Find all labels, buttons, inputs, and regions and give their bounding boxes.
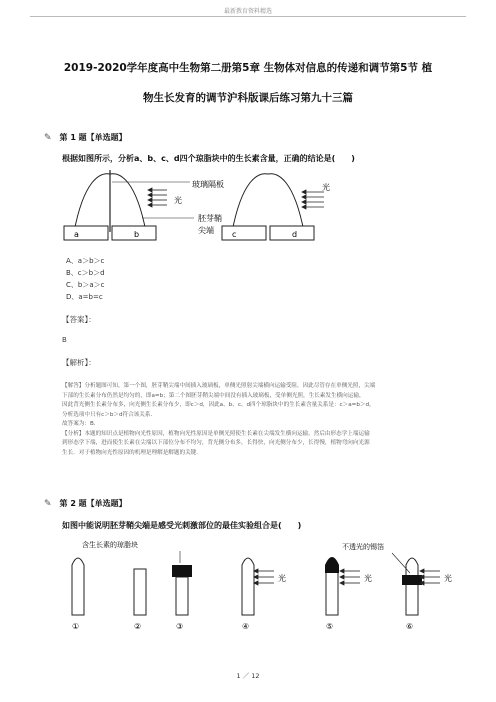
light-label-4: 光	[278, 574, 286, 583]
seedling-1	[72, 558, 84, 615]
explanation-line: 因此背光侧生长素分布多，向光侧生长素分布少，即c＞d，因此a、b、c、d四个琼脂块中的生长素含量关系是：c＞a=b＞d，	[62, 402, 375, 408]
explanation-line: 下部的生长素分布仍然是均匀的，即a=b；第二个图胚芽鞘尖端中间没有插入玻璃板，受单侧光照，生长素发生横向运输，	[62, 392, 365, 399]
block-a-label: a	[74, 230, 79, 239]
pen-icon: ✎	[44, 498, 52, 509]
q1-option-a[interactable]: A、a＞b＞c	[66, 257, 105, 265]
label-light-1: 光	[174, 196, 182, 205]
block-c	[222, 226, 266, 240]
block-a	[64, 226, 108, 240]
num-4: ④	[242, 622, 250, 631]
block-c-label: c	[232, 230, 237, 239]
block-b-label: b	[134, 230, 140, 239]
light-arrows-6	[420, 569, 440, 585]
light-label-6: 光	[444, 574, 452, 583]
seedling-4	[242, 558, 254, 615]
q2-question: 如图中能说明胚芽鞘尖端是感受光刺激部位的最佳实验组合是( )	[62, 521, 302, 530]
q1-question: 根据如图所示，分析a、b、c、d四个琼脂块中的生长素含量，正确的结论是( )	[62, 154, 355, 163]
header-divider	[30, 16, 466, 17]
opaque-cap	[325, 557, 339, 573]
label-tip-2: 尖端	[198, 226, 214, 235]
light-arrows-left	[148, 188, 167, 207]
seedling-3	[176, 577, 188, 615]
q1-heading	[44, 132, 127, 143]
explanation-line: 故答案为：B．	[62, 421, 100, 427]
num-6: ⑥	[406, 622, 414, 631]
q1-answer-label: 【答案】：	[62, 315, 96, 324]
explanation-line: 【分析】本题的知识点是植物向光性原因，植物向光性原因是单侧光照使生长素在尖端发生横向运输，然后由形态学上端运输	[62, 430, 370, 437]
q1-heading-text: 第 1 题【单选题】	[59, 133, 127, 142]
label-agar: 含生长素的琼脂块	[82, 541, 138, 549]
page-header: 最新教育资料精选	[223, 8, 272, 15]
seedling-2	[134, 569, 146, 615]
doc-title-line1: 2019-2020学年度高中生物第二册第5章 生物体对信息的传递和调节第5节 植	[63, 62, 433, 74]
num-1: ①	[72, 622, 80, 631]
num-3: ③	[176, 622, 184, 631]
q1-option-c[interactable]: C、b＞a＞c	[66, 281, 105, 289]
block-d-label: d	[292, 230, 298, 239]
explanation-line: 分析选项中只有c＞b＞d符合该关系．	[62, 411, 157, 418]
agar-block	[172, 565, 192, 577]
explanation-line: 生长．对于植物向光性原因的机理是理解是解题的关键．	[62, 449, 202, 456]
q1-figure	[62, 170, 332, 246]
q2-figure	[62, 535, 462, 635]
doc-title-line2: 物生长发育的调节沪科版课后练习第九十三篇	[143, 92, 353, 104]
page-number: 1 ／ 12	[236, 672, 260, 680]
q1-answer: B	[62, 336, 67, 344]
q2-heading-text: 第 2 题【单选题】	[59, 499, 127, 508]
num-2: ②	[134, 622, 142, 631]
explanation-line: 到形态学下端，进而使生长素在尖端以下部位分布不均匀，背光侧分布多，长得快，向光侧分布少，长得慢，植物弯向向光源	[62, 440, 370, 446]
explanation-line: 【解答】分析题图可知，第一个图，胚芽鞘尖端中间插入玻璃板，单侧光照射尖端横向运输受阻，因此尽管存在单侧光照，尖端	[62, 383, 376, 389]
label-tip-1: 胚芽鞘	[198, 214, 222, 223]
q1-option-b[interactable]: B、c＞b＞d	[66, 269, 105, 277]
light-arrows-right	[302, 190, 324, 209]
coleoptile-curve-right	[232, 174, 304, 232]
label-glass: 玻璃隔板	[192, 180, 224, 189]
q1-explanation	[62, 382, 460, 458]
q1-option-d[interactable]: D、a=b=c	[66, 293, 103, 301]
label-light-2: 光	[322, 183, 330, 192]
num-5: ⑤	[326, 622, 334, 631]
light-label-5: 光	[364, 574, 372, 583]
foil-sleeve	[402, 575, 422, 585]
seedling-6	[406, 558, 418, 615]
light-arrows-5	[340, 569, 360, 585]
light-arrows-4	[254, 569, 274, 585]
pen-icon: ✎	[44, 132, 52, 143]
q2-heading	[44, 498, 127, 509]
label-cap: 不透光的锡箔	[342, 543, 384, 551]
q1-analysis-label: 【解析】：	[62, 358, 96, 367]
